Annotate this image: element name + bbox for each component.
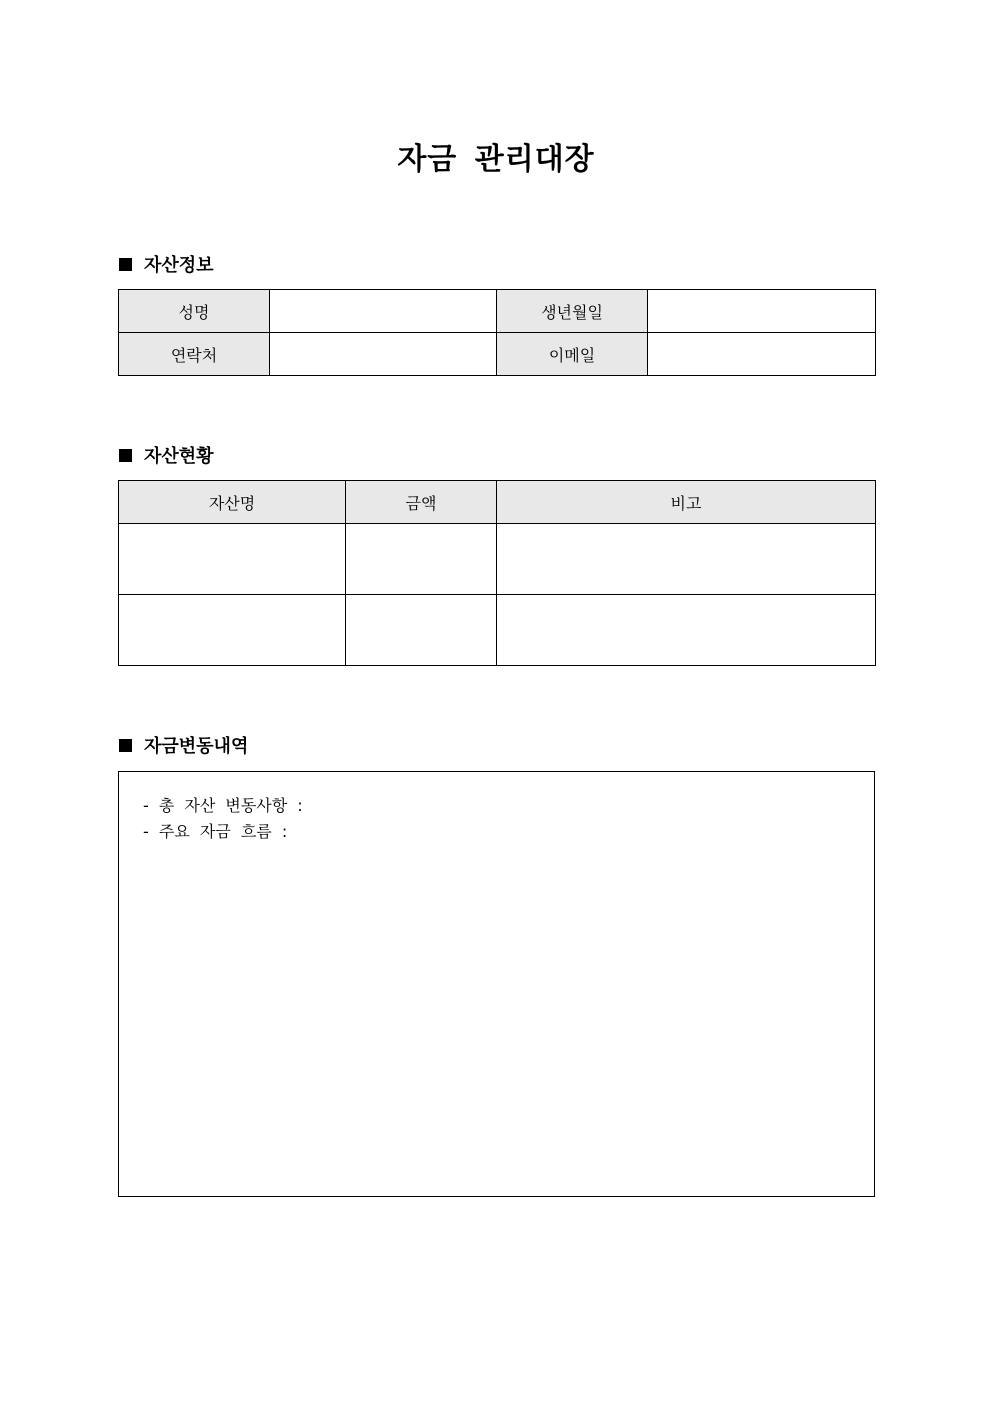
amount-cell[interactable] (346, 595, 497, 666)
table-row (119, 290, 876, 333)
main-fund-flow-line: - 주요 자금 흐름 : (143, 822, 288, 841)
contact-label: 연락처 (119, 333, 270, 376)
column-header-asset-name: 자산명 (119, 481, 346, 524)
remarks-cell[interactable] (497, 524, 876, 595)
amount-cell[interactable] (346, 524, 497, 595)
fund-changes-box[interactable] (118, 771, 875, 1197)
square-bullet-icon (119, 449, 132, 462)
section-heading-fund-changes (119, 733, 248, 757)
total-asset-change-line: - 총 자산 변동사항 : (143, 796, 303, 815)
email-field[interactable] (648, 333, 876, 376)
square-bullet-icon (119, 739, 132, 752)
section-heading-asset-info (119, 252, 214, 276)
name-label: 성명 (119, 290, 270, 333)
contact-field[interactable] (270, 333, 497, 376)
section-heading-label: 자금변동내역 (144, 736, 249, 757)
table-row (119, 333, 876, 376)
section-heading-label: 자산정보 (144, 255, 214, 276)
document-title: 자금 관리대장 (397, 142, 595, 177)
email-label: 이메일 (497, 333, 648, 376)
birthdate-label: 생년월일 (497, 290, 648, 333)
square-bullet-icon (119, 258, 132, 271)
name-field[interactable] (270, 290, 497, 333)
asset-info-table (118, 289, 876, 376)
asset-status-table (118, 480, 876, 666)
table-header-row (119, 481, 876, 524)
asset-name-cell[interactable] (119, 524, 346, 595)
section-heading-asset-status (119, 443, 214, 467)
birthdate-field[interactable] (648, 290, 876, 333)
column-header-remarks: 비고 (497, 481, 876, 524)
table-row (119, 524, 876, 595)
remarks-cell[interactable] (497, 595, 876, 666)
section-heading-label: 자산현황 (144, 446, 214, 467)
table-row (119, 595, 876, 666)
column-header-amount: 금액 (346, 481, 497, 524)
asset-name-cell[interactable] (119, 595, 346, 666)
